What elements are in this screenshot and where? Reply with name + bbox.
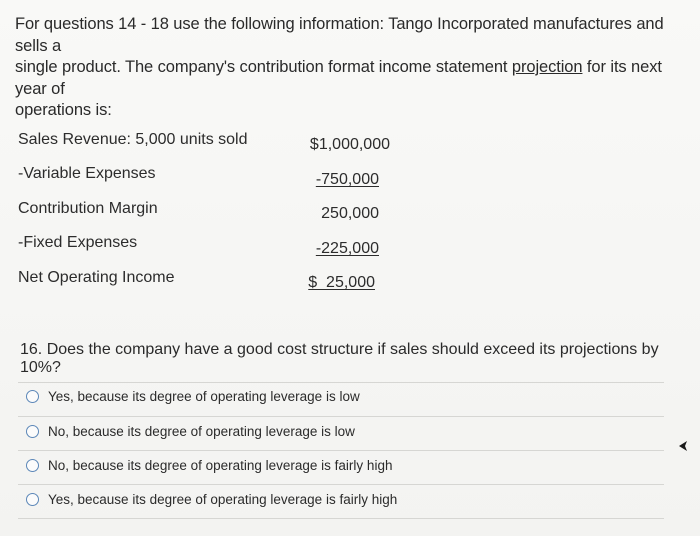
answer-option-label: No, because its degree of operating leverage is fairly high xyxy=(48,457,393,473)
variable-expenses-amount: -750,000 xyxy=(315,171,379,188)
intro-line-1: For questions 14 - 18 use the following information: Tango Incorporated manufactures and sells a xyxy=(15,15,664,55)
divider xyxy=(18,382,664,383)
divider xyxy=(18,450,664,451)
net-operating-income-amount: $ 25,000 xyxy=(308,274,375,291)
contribution-margin-amount: 250,000 xyxy=(321,205,379,222)
sales-revenue-label: Sales Revenue: 5,000 units sold xyxy=(18,131,248,148)
fixed-expenses-amount: -225,000 xyxy=(315,240,379,257)
sales-revenue-amount: $1,000,000 xyxy=(309,136,390,153)
divider xyxy=(18,416,664,417)
projection-link[interactable]: projection xyxy=(511,58,583,76)
intro-line-3: operations is: xyxy=(15,101,112,119)
answer-option-3[interactable] xyxy=(26,453,392,477)
net-operating-income-label: Net Operating Income xyxy=(18,269,175,286)
answer-option-label: Yes, because its degree of operating leverage is fairly high xyxy=(48,491,398,507)
question-text: 16. Does the company have a good cost structure if sales should exceed its projections by 10%? xyxy=(20,341,659,376)
answer-option-1[interactable] xyxy=(26,384,360,408)
question-intro xyxy=(15,14,687,122)
radio-button[interactable] xyxy=(26,459,39,472)
divider xyxy=(18,484,664,485)
mouse-cursor-icon xyxy=(678,440,690,452)
intro-line-2-start: single product. The company's contribution format income statement xyxy=(15,58,512,76)
variable-expenses-label: -Variable Expenses xyxy=(18,165,156,182)
radio-button[interactable] xyxy=(26,493,39,506)
radio-button[interactable] xyxy=(26,390,39,403)
contribution-margin-label: Contribution Margin xyxy=(18,200,158,217)
fixed-expenses-label: -Fixed Expenses xyxy=(18,234,138,251)
answer-option-2[interactable] xyxy=(26,419,355,443)
answer-option-4[interactable] xyxy=(26,487,397,511)
intro-line-2-end: for its next year of xyxy=(15,58,662,98)
radio-button[interactable] xyxy=(26,425,39,438)
answer-option-label: Yes, because its degree of operating leverage is low xyxy=(48,388,360,404)
intro-line-2 xyxy=(15,57,687,100)
divider xyxy=(18,518,664,519)
answer-option-label: No, because its degree of operating leverage is low xyxy=(48,423,355,439)
